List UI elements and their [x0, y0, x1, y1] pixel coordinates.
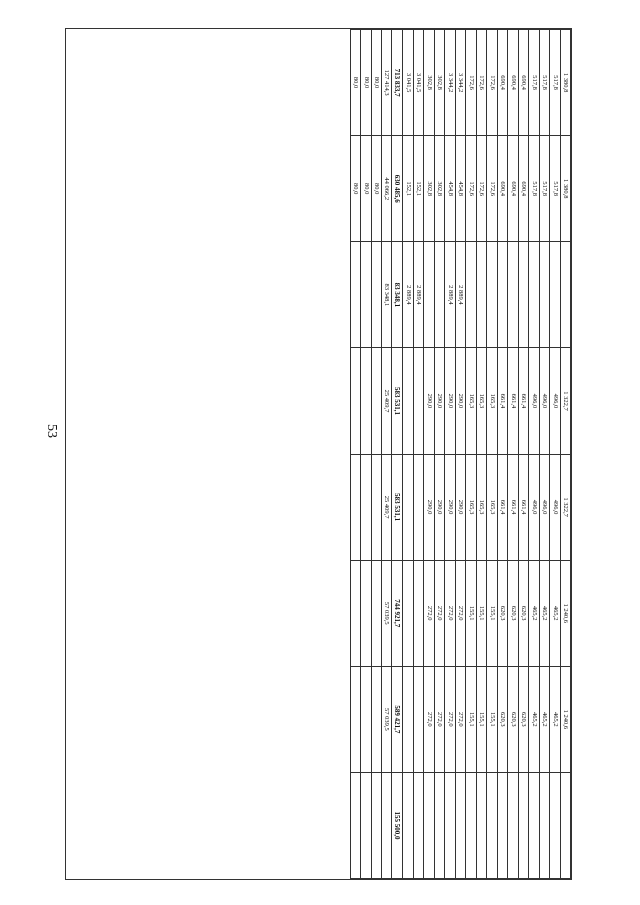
value-cell: 620,3: [508, 666, 518, 772]
value-cell: 80,0: [361, 30, 371, 136]
value-cell: 620,3: [497, 666, 507, 772]
value-cell: [361, 560, 371, 666]
value-cell: [455, 772, 465, 878]
value-cell: 517,8: [550, 30, 560, 136]
value-cell: 165,3: [487, 454, 497, 560]
table-row: [434, 30, 444, 879]
value-cell: [466, 242, 476, 348]
value-cell: 465,2: [550, 560, 560, 666]
value-cell: [550, 242, 560, 348]
value-cell: 172,6: [466, 30, 476, 136]
value-cell: [497, 242, 507, 348]
value-cell: [403, 772, 413, 878]
value-cell: 496,0: [550, 348, 560, 454]
value-cell: [413, 666, 423, 772]
value-cell: [487, 242, 497, 348]
value-cell: 155,1: [476, 666, 486, 772]
value-cell: [476, 242, 486, 348]
value-cell: 454,8: [445, 136, 455, 242]
value-cell: 496,0: [539, 454, 549, 560]
value-cell: [371, 666, 381, 772]
value-cell: 465,2: [539, 666, 549, 772]
value-cell: 3 344,2: [455, 30, 465, 136]
value-cell: 172,6: [476, 136, 486, 242]
value-cell: 165,3: [466, 348, 476, 454]
value-cell: 290,0: [434, 348, 444, 454]
value-cell: 661,4: [497, 348, 507, 454]
value-cell: 630 485,6: [392, 136, 403, 242]
value-cell: 152,1: [413, 136, 423, 242]
value-cell: 290,0: [434, 454, 444, 560]
value-cell: [403, 348, 413, 454]
table-row: [371, 30, 381, 879]
value-cell: [424, 242, 434, 348]
value-cell: 713 833,7: [392, 30, 403, 136]
value-cell: 165,3: [487, 348, 497, 454]
value-cell: 57 039,5: [381, 666, 391, 772]
value-cell: [497, 772, 507, 878]
value-cell: 517,8: [539, 136, 549, 242]
value-cell: 25 409,7: [381, 348, 391, 454]
value-cell: 272,0: [455, 560, 465, 666]
value-cell: [413, 454, 423, 560]
table-row: [550, 30, 560, 879]
value-cell: 155,1: [476, 560, 486, 666]
value-cell: 290,0: [455, 348, 465, 454]
value-cell: 465,2: [529, 666, 539, 772]
value-cell: 661,4: [497, 454, 507, 560]
value-cell: 272,0: [424, 666, 434, 772]
value-cell: 465,2: [550, 666, 560, 772]
value-cell: [361, 666, 371, 772]
value-cell: 1 240,6: [560, 666, 570, 772]
value-cell: 1 322,7: [560, 454, 570, 560]
table-row: [529, 30, 539, 879]
value-cell: 165,3: [476, 348, 486, 454]
value-cell: 152,1: [403, 136, 413, 242]
value-cell: 155,1: [487, 560, 497, 666]
value-cell: 3 344,2: [445, 30, 455, 136]
value-cell: 620,3: [497, 560, 507, 666]
value-cell: [350, 666, 360, 772]
table-row: [508, 30, 518, 879]
value-cell: [518, 242, 528, 348]
value-cell: [529, 242, 539, 348]
value-cell: 80,0: [350, 136, 360, 242]
value-cell: 155,1: [466, 560, 476, 666]
value-cell: [413, 772, 423, 878]
value-cell: 690,4: [497, 30, 507, 136]
value-cell: [539, 242, 549, 348]
table-row: [445, 30, 455, 879]
value-cell: 172,6: [487, 136, 497, 242]
value-cell: [550, 772, 560, 878]
rotated-table-container: [66, 29, 571, 879]
table-row: [476, 30, 486, 879]
value-cell: 2 889,4: [445, 242, 455, 348]
value-cell: 496,0: [529, 454, 539, 560]
value-cell: 272,0: [445, 666, 455, 772]
value-cell: [350, 348, 360, 454]
value-cell: [560, 772, 570, 878]
value-cell: 661,4: [508, 348, 518, 454]
value-cell: 165,3: [476, 454, 486, 560]
table-row: [424, 30, 434, 879]
value-cell: 2 889,4: [455, 242, 465, 348]
value-cell: 272,0: [434, 666, 444, 772]
value-cell: 517,8: [529, 30, 539, 136]
table-row: [539, 30, 549, 879]
value-cell: [350, 454, 360, 560]
value-cell: [371, 560, 381, 666]
value-cell: 496,0: [529, 348, 539, 454]
value-cell: 744 921,7: [392, 560, 403, 666]
value-cell: [476, 772, 486, 878]
value-cell: 496,0: [550, 454, 560, 560]
value-cell: 302,8: [424, 136, 434, 242]
value-cell: 690,4: [508, 30, 518, 136]
value-cell: 290,0: [455, 454, 465, 560]
table-row: [413, 30, 423, 879]
value-cell: 2 889,4: [413, 242, 423, 348]
value-cell: 690,4: [518, 30, 528, 136]
value-cell: [361, 348, 371, 454]
value-cell: 1 380,8: [560, 30, 570, 136]
value-cell: 272,0: [455, 666, 465, 772]
value-cell: [403, 666, 413, 772]
value-cell: 155 500,0: [392, 772, 403, 878]
value-cell: 80,0: [371, 136, 381, 242]
table-row: [361, 30, 371, 879]
table-row: [560, 30, 570, 879]
value-cell: [350, 560, 360, 666]
value-cell: [361, 242, 371, 348]
value-cell: 302,8: [434, 136, 444, 242]
value-cell: 465,2: [529, 560, 539, 666]
table-row: [381, 30, 391, 879]
value-cell: 290,0: [445, 348, 455, 454]
value-cell: [371, 772, 381, 878]
value-cell: [487, 772, 497, 878]
value-cell: 165,3: [466, 454, 476, 560]
value-cell: 620,3: [518, 666, 528, 772]
budget-table-frame: [65, 28, 572, 880]
value-cell: 620,3: [508, 560, 518, 666]
value-cell: 272,0: [424, 560, 434, 666]
value-cell: 589 421,7: [392, 666, 403, 772]
value-cell: 83 348,1: [381, 242, 391, 348]
value-cell: 25 409,7: [381, 454, 391, 560]
value-cell: [371, 454, 381, 560]
value-cell: 690,4: [497, 136, 507, 242]
value-cell: [445, 772, 455, 878]
value-cell: 172,6: [466, 136, 476, 242]
value-cell: [434, 242, 444, 348]
value-cell: [361, 454, 371, 560]
value-cell: 690,4: [518, 136, 528, 242]
value-cell: 302,8: [434, 30, 444, 136]
value-cell: 661,4: [508, 454, 518, 560]
value-cell: 465,2: [539, 560, 549, 666]
value-cell: 517,8: [529, 136, 539, 242]
value-cell: 3 041,5: [413, 30, 423, 136]
value-cell: 290,0: [424, 454, 434, 560]
value-cell: [508, 772, 518, 878]
table-row: [403, 30, 413, 879]
value-cell: [518, 772, 528, 878]
value-cell: 290,0: [445, 454, 455, 560]
value-cell: 583 531,1: [392, 348, 403, 454]
value-cell: 3 041,5: [403, 30, 413, 136]
value-cell: 172,6: [476, 30, 486, 136]
table-row: [350, 30, 360, 879]
value-cell: 80,0: [350, 30, 360, 136]
value-cell: [403, 454, 413, 560]
table-row: [518, 30, 528, 879]
value-cell: [350, 772, 360, 878]
value-cell: 44 066,2: [381, 136, 391, 242]
value-cell: 517,8: [539, 30, 549, 136]
budget-table: [350, 29, 571, 879]
table-row: [466, 30, 476, 879]
budget-table-body: [350, 30, 570, 879]
value-cell: [403, 560, 413, 666]
value-cell: [413, 560, 423, 666]
value-cell: 496,0: [539, 348, 549, 454]
value-cell: 302,8: [424, 30, 434, 136]
value-cell: 1 380,8: [560, 136, 570, 242]
page-number: 53: [44, 424, 59, 438]
value-cell: 83 348,1: [392, 242, 403, 348]
value-cell: 517,8: [550, 136, 560, 242]
value-cell: 80,0: [371, 30, 381, 136]
value-cell: 272,0: [445, 560, 455, 666]
value-cell: 57 039,5: [381, 560, 391, 666]
table-row: [392, 30, 403, 879]
value-cell: 172,6: [487, 30, 497, 136]
table-row: [497, 30, 507, 879]
value-cell: [371, 242, 381, 348]
value-cell: [424, 772, 434, 878]
value-cell: 583 531,1: [392, 454, 403, 560]
value-cell: 661,4: [518, 454, 528, 560]
value-cell: 127 414,3: [381, 30, 391, 136]
value-cell: 155,1: [487, 666, 497, 772]
value-cell: 1 240,6: [560, 560, 570, 666]
value-cell: [508, 242, 518, 348]
value-cell: 620,3: [518, 560, 528, 666]
value-cell: 690,4: [508, 136, 518, 242]
value-cell: [466, 772, 476, 878]
value-cell: [361, 772, 371, 878]
value-cell: 1 322,7: [560, 348, 570, 454]
value-cell: 290,0: [424, 348, 434, 454]
table-row: [455, 30, 465, 879]
value-cell: 272,0: [434, 560, 444, 666]
value-cell: 661,4: [518, 348, 528, 454]
value-cell: 155,1: [466, 666, 476, 772]
value-cell: [381, 772, 391, 878]
value-cell: [560, 242, 570, 348]
value-cell: [539, 772, 549, 878]
value-cell: [371, 348, 381, 454]
value-cell: [413, 348, 423, 454]
value-cell: [529, 772, 539, 878]
value-cell: 80,0: [361, 136, 371, 242]
value-cell: [434, 772, 444, 878]
value-cell: 2 889,4: [403, 242, 413, 348]
table-row: [487, 30, 497, 879]
value-cell: [350, 242, 360, 348]
value-cell: 454,8: [455, 136, 465, 242]
